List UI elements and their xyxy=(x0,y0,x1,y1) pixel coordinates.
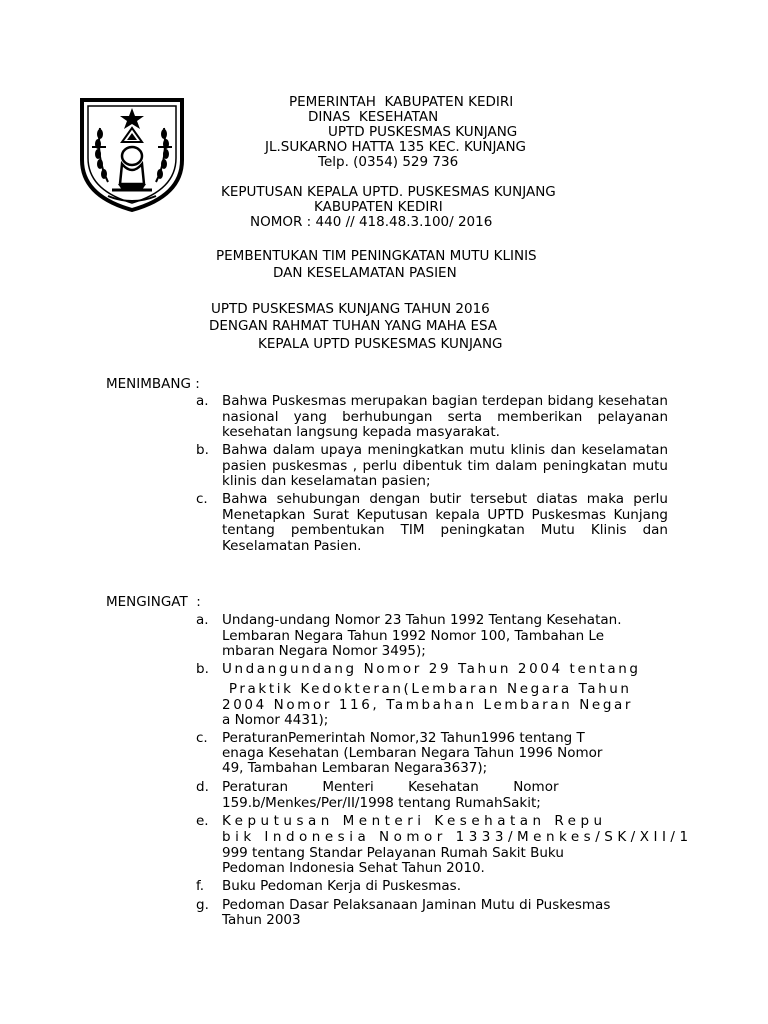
mengingat-item-b-line: Praktik Kedokteran(Lembaran Negara Tahun xyxy=(222,681,632,697)
mengingat-item-g-line: Pedoman Dasar Pelaksanaan Jaminan Mutu di Puskesmas xyxy=(222,897,611,913)
header-address: JL.SUKARNO HATTA 135 KEC. KUNJANG xyxy=(265,139,527,155)
mengingat-item-e-line: 999 tentang Standar Pelayanan Rumah Sakit Buku xyxy=(222,845,564,861)
mengingat-item-g-label: g. xyxy=(196,897,209,913)
item-label: b. xyxy=(196,442,209,458)
header-department: DINAS KESEHATAN xyxy=(308,109,439,125)
mengingat-item-c-line: PeraturanPemerintah Nomor,32 Tahun1996 tentang T xyxy=(222,730,585,746)
decree-title: KEPUTUSAN KEPALA UPTD. PUSKESMAS KUNJANG xyxy=(221,184,556,200)
header-institution: UPTD PUSKESMAS KUNJANG xyxy=(328,124,518,140)
mengingat-item-a-line: mbaran Negara Nomor 3495); xyxy=(222,643,426,659)
preamble-line-1: UPTD PUSKESMAS KUNJANG TAHUN 2016 xyxy=(211,301,490,317)
item-label: a. xyxy=(196,393,209,409)
mengingat-item-c-line: 49, Tambahan Lembaran Negara3637); xyxy=(222,760,488,776)
mengingat-item-d-line: Peraturan Menteri Kesehatan Nomor xyxy=(222,779,559,795)
mengingat-item-e-line: bik Indonesia Nomor 1333/Menkes/SK/XII/1 xyxy=(222,829,693,845)
mengingat-item-f-label: f. xyxy=(196,878,205,894)
mengingat-item-b-label: b. xyxy=(196,661,209,677)
mengingat-heading: MENGINGAT : xyxy=(106,594,201,610)
kabupaten-kediri-emblem-icon xyxy=(78,98,186,212)
mengingat-item-b-line: 2004 Nomor 116, Tambahan Lembaran Negar xyxy=(222,697,634,713)
preamble-line-2: DENGAN RAHMAT TUHAN YANG MAHA ESA xyxy=(209,318,498,334)
header-government: PEMERINTAH KABUPATEN KEDIRI xyxy=(289,94,514,110)
item-text: Bahwa sehubungan dengan butir tersebut diatas maka perlu Menetapkan Surat Keputusan kepala UPTD Puskesmas Kunjang tentang pembentukan TIM peningkatan Mutu Klinis dan Keselamatan Pasien. xyxy=(222,491,668,554)
mengingat-item-b-line: a Nomor 4431); xyxy=(222,712,329,728)
mengingat-item-a-line: Undang-undang Nomor 23 Tahun 1992 Tentang Kesehatan. xyxy=(222,612,622,628)
subject-line-2: DAN KESELAMATAN PASIEN xyxy=(273,265,457,281)
mengingat-item-c-line: enaga Kesehatan (Lembaran Negara Tahun 1996 Nomor xyxy=(222,745,603,761)
preamble-line-3: KEPALA UPTD PUSKESMAS KUNJANG xyxy=(258,336,503,352)
mengingat-item-d-line: 159.b/Menkes/Per/II/1998 tentang RumahSakit; xyxy=(222,795,541,811)
item-label: c. xyxy=(196,491,208,507)
item-text: Bahwa dalam upaya meningkatkan mutu klinis dan keselamatan pasien puskesmas , perlu dibentuk tim dalam peningkatan mutu klinis dan keselamatan pasien; xyxy=(222,442,668,489)
mengingat-item-e-label: e. xyxy=(196,813,209,829)
mengingat-item-a-label: a. xyxy=(196,612,209,628)
decree-region: KABUPATEN KEDIRI xyxy=(314,199,443,215)
mengingat-item-d-label: d. xyxy=(196,779,209,795)
menimbang-item-b xyxy=(196,443,668,490)
mengingat-item-a-line: Lembaran Negara Tahun 1992 Nomor 100, Tambahan Le xyxy=(222,628,605,644)
mengingat-item-b-line: Undangundang Nomor 29 Tahun 2004 tentang xyxy=(222,661,641,677)
menimbang-item-a xyxy=(196,394,668,441)
decree-number: NOMOR : 440 // 418.48.3.100/ 2016 xyxy=(250,214,493,230)
mengingat-item-e-line: Pedoman Indonesia Sehat Tahun 2010. xyxy=(222,860,485,876)
subject-line-1: PEMBENTUKAN TIM PENINGKATAN MUTU KLINIS xyxy=(216,248,537,264)
item-text: Bahwa Puskesmas merupakan bagian terdepan bidang kesehatan nasional yang berhubungan serta memberikan pelayanan kesehatan langsung kepada masyarakat. xyxy=(222,393,668,440)
mengingat-item-c-label: c. xyxy=(196,730,208,746)
header-phone: Telp. (0354) 529 736 xyxy=(318,154,459,170)
menimbang-heading: MENIMBANG : xyxy=(106,376,200,392)
mengingat-item-f-line: Buku Pedoman Kerja di Puskesmas. xyxy=(222,878,462,894)
mengingat-item-e-line: Keputusan Menteri Kesehatan Repu xyxy=(222,813,607,829)
menimbang-item-c xyxy=(196,492,668,554)
mengingat-item-g-line: Tahun 2003 xyxy=(222,912,301,928)
